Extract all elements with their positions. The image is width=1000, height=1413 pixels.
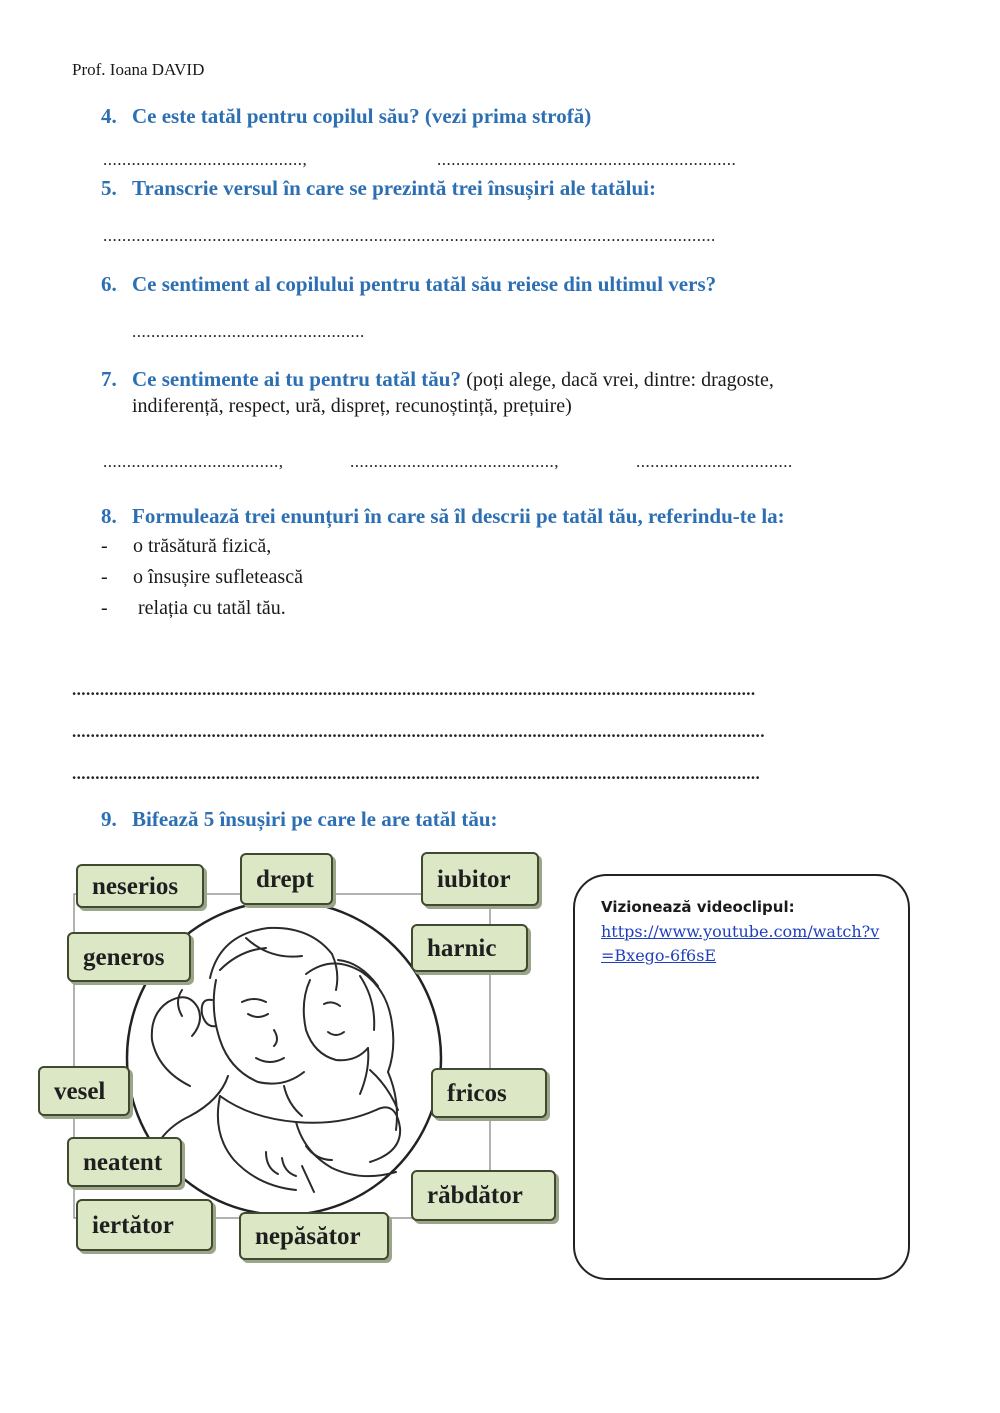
- answer-line-8c[interactable]: ....................................................................................................................................................: [72, 764, 761, 783]
- answer-line-8b[interactable]: .....................................................................................................................................................: [72, 722, 765, 741]
- word-tile-vesel[interactable]: vesel: [38, 1066, 130, 1116]
- question-number: 4.: [101, 104, 117, 128]
- video-title: Vizionează videoclipul:: [601, 898, 795, 916]
- question-number: 7.: [101, 367, 117, 391]
- question-number: 8.: [101, 504, 117, 528]
- word-tile-neatent[interactable]: neatent: [67, 1137, 182, 1187]
- word-tile-drept[interactable]: drept: [240, 853, 333, 905]
- bullet-item: - o trăsătură fizică,: [101, 535, 272, 557]
- question-8: [101, 504, 785, 529]
- word-tile-generos[interactable]: generos: [67, 932, 191, 982]
- answer-blank-7b[interactable]: ...........................................,: [350, 452, 559, 471]
- question-text: Formulează trei enunțuri în care să îl descrii pe tatăl tău, referindu-te la:: [132, 504, 785, 528]
- answer-blank-5[interactable]: .................................................................................................................................: [103, 226, 716, 245]
- question-number: 9.: [101, 807, 117, 831]
- answer-blank-6[interactable]: .................................................: [132, 322, 365, 341]
- word-tile-fricos[interactable]: fricos: [431, 1068, 547, 1118]
- word-tile-harnic[interactable]: harnic: [411, 924, 528, 972]
- answer-blank-7c[interactable]: .................................: [636, 452, 793, 471]
- question-7: [101, 367, 774, 392]
- word-tile-nepasator[interactable]: nepăsător: [239, 1212, 389, 1260]
- word-tile-iubitor[interactable]: iubitor: [421, 852, 539, 906]
- question-text: Bifează 5 însușiri pe care le are tatăl tău:: [132, 807, 498, 831]
- author-name: Prof. Ioana DAVID: [72, 60, 205, 79]
- question-9: [101, 807, 498, 832]
- question-text: Ce este tatăl pentru copilul său? (vezi prima strofă): [132, 104, 592, 128]
- video-link[interactable]: https://www.youtube.com/watch?v=Bxego-6f6sE: [601, 922, 880, 965]
- question-text: Ce sentimente ai tu pentru tatăl tău?: [132, 367, 461, 391]
- word-tile-rabdator[interactable]: răbdător: [411, 1170, 556, 1221]
- question-6: [101, 272, 716, 297]
- question-text: Ce sentiment al copilului pentru tatăl său reiese din ultimul vers?: [132, 272, 717, 296]
- answer-blank-7a[interactable]: .....................................,: [103, 452, 284, 471]
- question-number: 6.: [101, 272, 117, 296]
- word-tile-neserios[interactable]: neserios: [76, 864, 204, 908]
- question-number: 5.: [101, 176, 117, 200]
- video-panel: [573, 874, 910, 1280]
- answer-blank-4b[interactable]: ...............................................................: [437, 150, 737, 169]
- question-hint: (poți alege, dacă vrei, dintre: dragoste,: [466, 369, 774, 391]
- question-5: [101, 176, 656, 201]
- bullet-item: - relația cu tatăl tău.: [101, 597, 286, 619]
- word-tile-iertator[interactable]: iertător: [76, 1199, 213, 1251]
- bullet-item: - o însușire sufletească: [101, 566, 303, 588]
- question-text: Transcrie versul în care se prezintă trei însușiri ale tatălui:: [132, 176, 656, 200]
- answer-blank-4a[interactable]: ..........................................,: [103, 150, 308, 169]
- question-4: [101, 104, 591, 129]
- question-hint-continued: indiferență, respect, ură, dispreț, recunoștință, prețuire): [132, 395, 572, 417]
- answer-line-8a[interactable]: ...................................................................................................................................................: [72, 680, 756, 699]
